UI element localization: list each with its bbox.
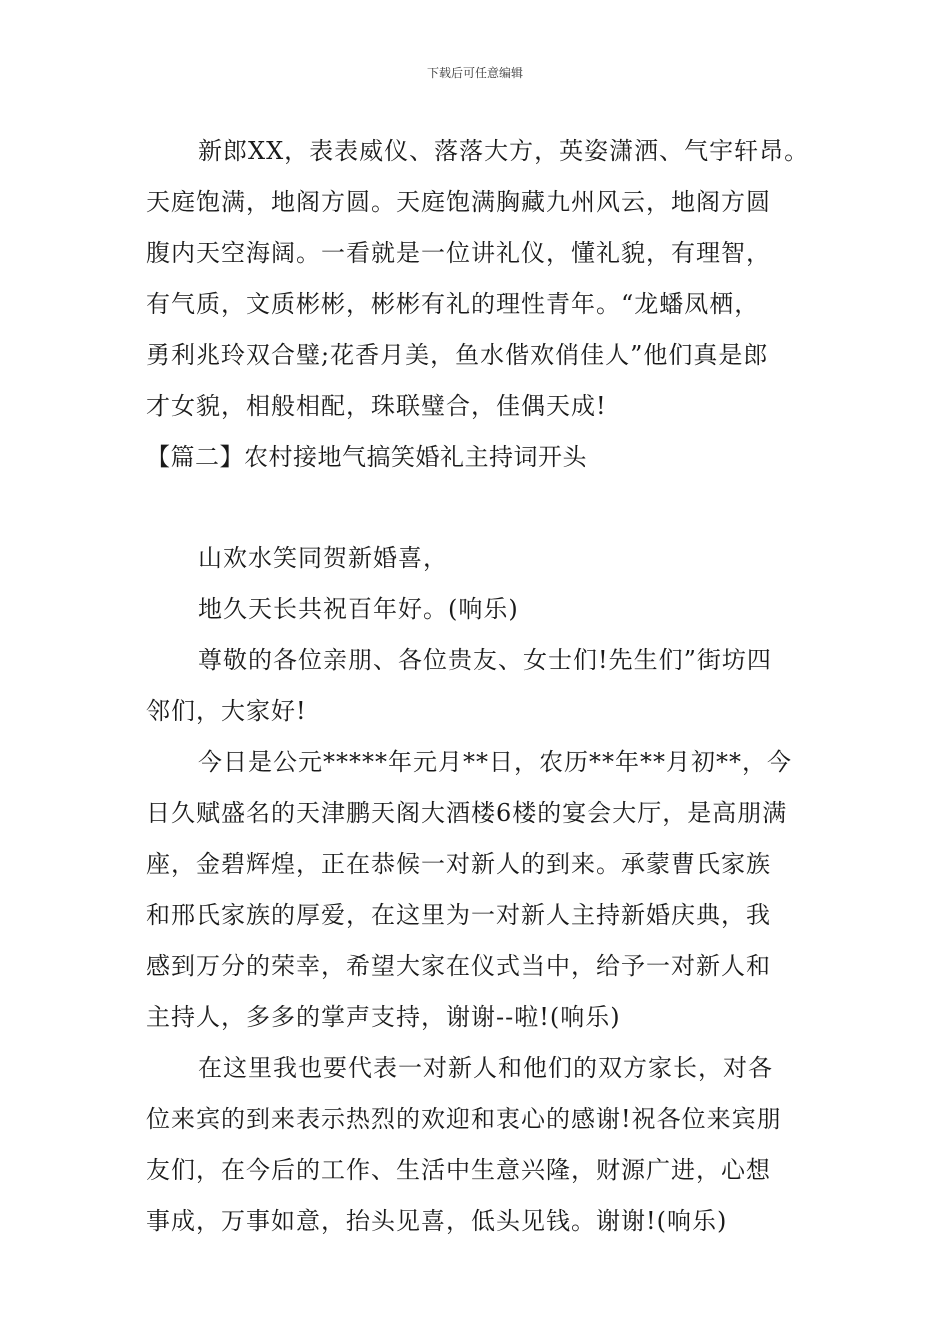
paragraph-line: 和邢氏家族的厚爱，在这里为一对新人主持新婚庆典，我 <box>146 901 771 929</box>
document-body <box>146 126 826 1247</box>
page-header: 下载后可任意编辑 <box>426 66 523 80</box>
paragraph-line: 尊敬的各位亲朋、各位贵友、女士们!先生们”街坊四 <box>198 646 772 674</box>
paragraph-line: 友们，在今后的工作、生活中生意兴隆，财源广进，心想 <box>146 1156 771 1184</box>
paragraph-line: 邻们，大家好! <box>146 697 307 725</box>
paragraph-line: 事成，万事如意，抬头见喜，低头见钱。谢谢!(响乐) <box>146 1207 728 1235</box>
paragraph-line: 感到万分的荣幸，希望大家在仪式当中，给予一对新人和 <box>146 952 771 980</box>
paragraph-line: 天庭饱满，地阁方圆。天庭饱满胸藏九州风云，地阁方圆 <box>146 188 771 216</box>
paragraph-line: 主持人，多多的掌声支持，谢谢--啦!(响乐) <box>146 1003 621 1031</box>
paragraph-line: 才女貌，相般相配，珠联璧合，佳偶天成! <box>146 392 607 420</box>
paragraph-line: 在这里我也要代表一对新人和他们的双方家长，对各 <box>198 1054 773 1082</box>
paragraph-line: 日久赋盛名的天津鹏天阁大酒楼6楼的宴会大厅，是高朋满 <box>146 799 788 827</box>
section-heading: 【篇二】农村接地气搞笑婚礼主持词开头 <box>146 443 587 471</box>
paragraph-line: 今日是公元*****年元月**日，农历**年**月初**，今 <box>198 748 792 776</box>
verse-line: 地久天长共祝百年好。(响乐) <box>198 595 519 623</box>
paragraph-line: 新郎XX，表表威仪、落落大方，英姿潇洒、气宇轩昂。 <box>198 137 810 165</box>
paragraph-line: 位来宾的到来表示热烈的欢迎和衷心的感谢!祝各位来宾朋 <box>146 1105 782 1133</box>
paragraph-line: 腹内天空海阔。一看就是一位讲礼仪，懂礼貌，有理智， <box>146 239 771 267</box>
verse-line: 山欢水笑同贺新婚喜， <box>198 544 448 572</box>
paragraph-line: 勇利兆玲双合璧;花香月美，鱼水偕欢俏佳人”他们真是郎 <box>146 341 769 369</box>
blank-gap <box>146 483 826 533</box>
paragraph-line: 座，金碧辉煌，正在恭候一对新人的到来。承蒙曹氏家族 <box>146 850 771 878</box>
paragraph-line: 有气质，文质彬彬，彬彬有礼的理性青年。“龙蟠凤栖， <box>146 290 760 318</box>
